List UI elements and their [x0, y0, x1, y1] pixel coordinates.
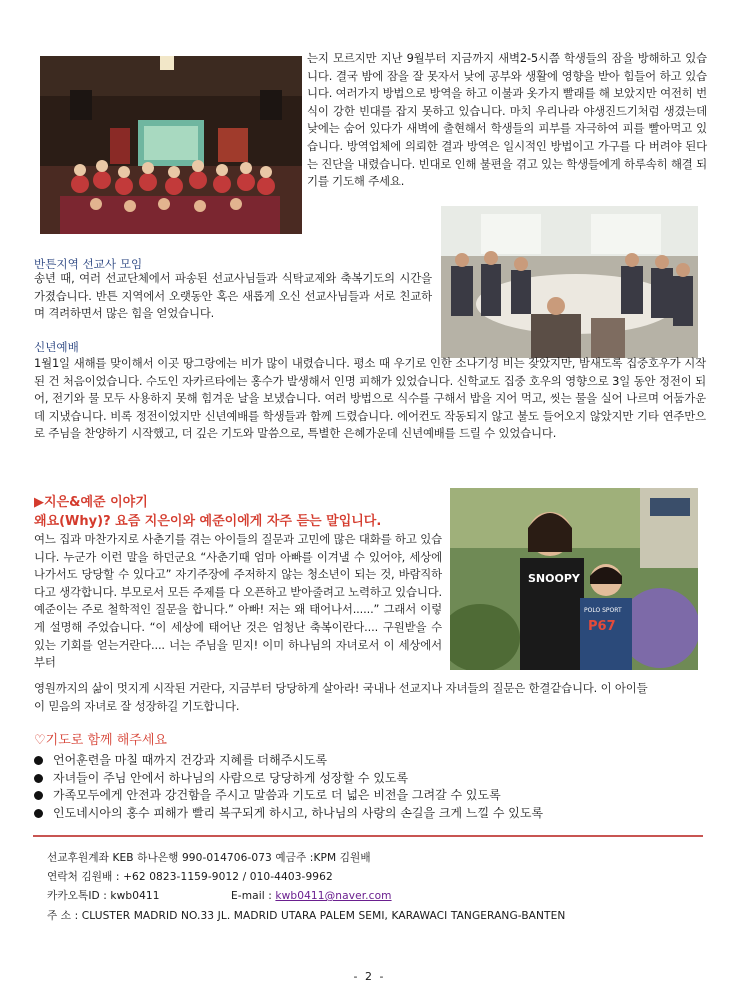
email-line	[231, 889, 392, 903]
shirt-left-text: SNOOPY	[528, 572, 580, 585]
bullet-icon	[34, 791, 43, 800]
email-label: E-mail :	[231, 890, 272, 902]
new-year-heading: 신년예배	[34, 340, 79, 354]
missionary-meeting-heading: 반튼지역 선교사 모임	[34, 257, 143, 271]
missionary-meeting-paragraph: 송년 때, 여러 선교단체에서 파송된 선교사님들과 식탁교제와 축복기도의 시간을 가졌습니다. 반튼 지역에서 오랫동안 혹은 새롭게 오신 선교사님들과 서로 친교하며 격려하면서 많은 힘을 얻었습니다.	[34, 271, 432, 321]
prayer-item: 가족모두에게 안전과 강건함을 주시고 말씀과 기도로 더 넓은 비전을 그려갈 수 있도록	[34, 787, 714, 805]
bullet-icon	[34, 809, 43, 818]
bullet-icon	[34, 756, 43, 765]
shirt-right-label: POLO SPORT	[584, 607, 622, 614]
new-year-paragraph: 1월1일 새해를 맞이해서 이곳 땅그랑에는 비가 많이 내렸습니다. 평소 때 우기로 인한 소나기성 비는 잦았지만, 밤새도록 집중호우가 시작된 건 처음이었습니다. 수도인 자카르타에는 홍수가 발생해서 인명 피해가 있었습니다. 신학교도 집중 호우의 영향으로 3일 동안 정전이 되어, 전기와 물 모두 사용하지 못해 힘겨운 날을 보냈습니다. 여러 방법으로 식수를 구해서 밥을 지어 먹고, 씻는 물을 실어 나르며 어둠가운데 지냈습니다. 비록 정전이었지만 신년예배를 학생들과 함께 드렸습니다. 에어컨도 작동되지 않고 불도 들어오지 않았지만 기타 연주만으로 주님을 찬양하기 시작했고, 더 깊은 기도와 말씀으로, 특별한 은혜가운데 신년예배를 드릴 수 있었습니다.	[34, 356, 706, 441]
bullet-icon	[34, 774, 43, 783]
shirt-right-number: P67	[588, 619, 616, 634]
account-line: 선교후원계좌 KEB 하나은행 990-014706-073 예금주 :KPM 김원배	[47, 852, 371, 864]
prayer-list	[34, 752, 714, 822]
missionary-meeting-photo	[441, 206, 698, 358]
intro-paragraph: 는지 모르지만 지난 9월부터 지금까지 새벽2-5시쯤 학생들의 잠을 방해하고 있습니다. 결국 밤에 잠을 잘 못자서 낮에 공부와 생활에 영향을 받아 힘들어 하고 있습니다. 여러가지 방법으로 방역을 하고 이불과 옷가지 빨래를 해 보았지만 여전히 번식이 강한 빈대를 잡지 못하고 있습니다. 마치 우리나라 야생진드기처럼 생겼는데 낮에는 숨어 있다가 새벽에 출현해서 학생들의 피부를 자극하여 피를 빨아먹고 있습니다. 방역업체에 의뢰한 결과 방역은 일시적인 방법이고 가구를 다 버려야 된다는 진단을 내렸습니다. 빈대로 인해 불편을 겪고 있는 학생들에게 하루속히 해결 되기를 기도해 주세요.	[307, 51, 707, 189]
email-link[interactable]: kwb0411@naver.com	[275, 890, 392, 902]
address-value: CLUSTER MADRID NO.33 JL. MADRID UTARA PALEM SEMI, KARAWACI TANGERANG-BANTEN	[81, 910, 566, 922]
children-paragraph-narrow: 여느 집과 마찬가지로 사춘기를 겪는 아이들의 질문과 고민에 많은 대화를 하고 있습니다. 누군가 이런 말을 하던군요 “사춘기때 엄마 아빠를 이겨낼 수 있어야, 세상에 나가서도 당당할 수 있다고” 자기주장에 주저하지 않는 청소년이 되는 것, 바람직하다고 생각합니다. 부모로서 모든 주제를 다 오픈하고 받아줄려고 노력하고 있습니다. 예준이는 주로 철학적인 질문을 합니다.” 아빠! 저는 왜 태어나서......” 그래서 이렇게 설명해 주었습니다. “이 세상에 태어난 것은 엄청난 축복이란다.... 구원받을 수 있는 기회를 얻는거란다.... 너는 주님을 믿지! 이미 하나님의 자녀로서 이 세상에서 부터	[34, 532, 442, 670]
prayer-item: 인도네시아의 홍수 피해가 빨리 복구되게 하시고, 하나님의 사랑의 손길을 크게 느낄 수 있도록	[34, 805, 714, 823]
prayer-item: 언어훈련을 마칠 때까지 건강과 지혜를 더해주시도록	[34, 752, 714, 770]
address-line	[47, 909, 565, 923]
kakao-line: 카카오톡ID : kwb0411	[47, 890, 160, 902]
children-heading: ▶지은&예준 이야기	[34, 495, 148, 510]
phone-line: 연락처 김원배 : +62 0823-1159-9012 / 010-4403-9962	[47, 871, 333, 883]
prayer-heading: ♡기도로 함께 해주세요	[34, 733, 167, 748]
prayer-item: 자녀들이 주님 안에서 하나님의 사람으로 당당하게 성장할 수 있도록	[34, 770, 714, 788]
page-number: - 2 -	[353, 970, 386, 983]
address-label: 주 소 :	[47, 910, 79, 922]
children-paragraph-wide: 영원까지의 삶이 멋지게 시작된 거란다, 지금부터 당당하게 살아라! 국내나 선교지나 자녀들의 질문은 한결같습니다. 이 아이들이 믿음의 자녀로 잘 성장하길 기도합니다.	[34, 681, 648, 713]
children-subheading: 왜요(Why)? 요즘 지은이와 예준이에게 자주 듣는 말입니다.	[34, 514, 382, 529]
church-gathering-photo	[40, 56, 302, 234]
children-photo	[450, 488, 698, 670]
contact-box	[33, 835, 703, 932]
